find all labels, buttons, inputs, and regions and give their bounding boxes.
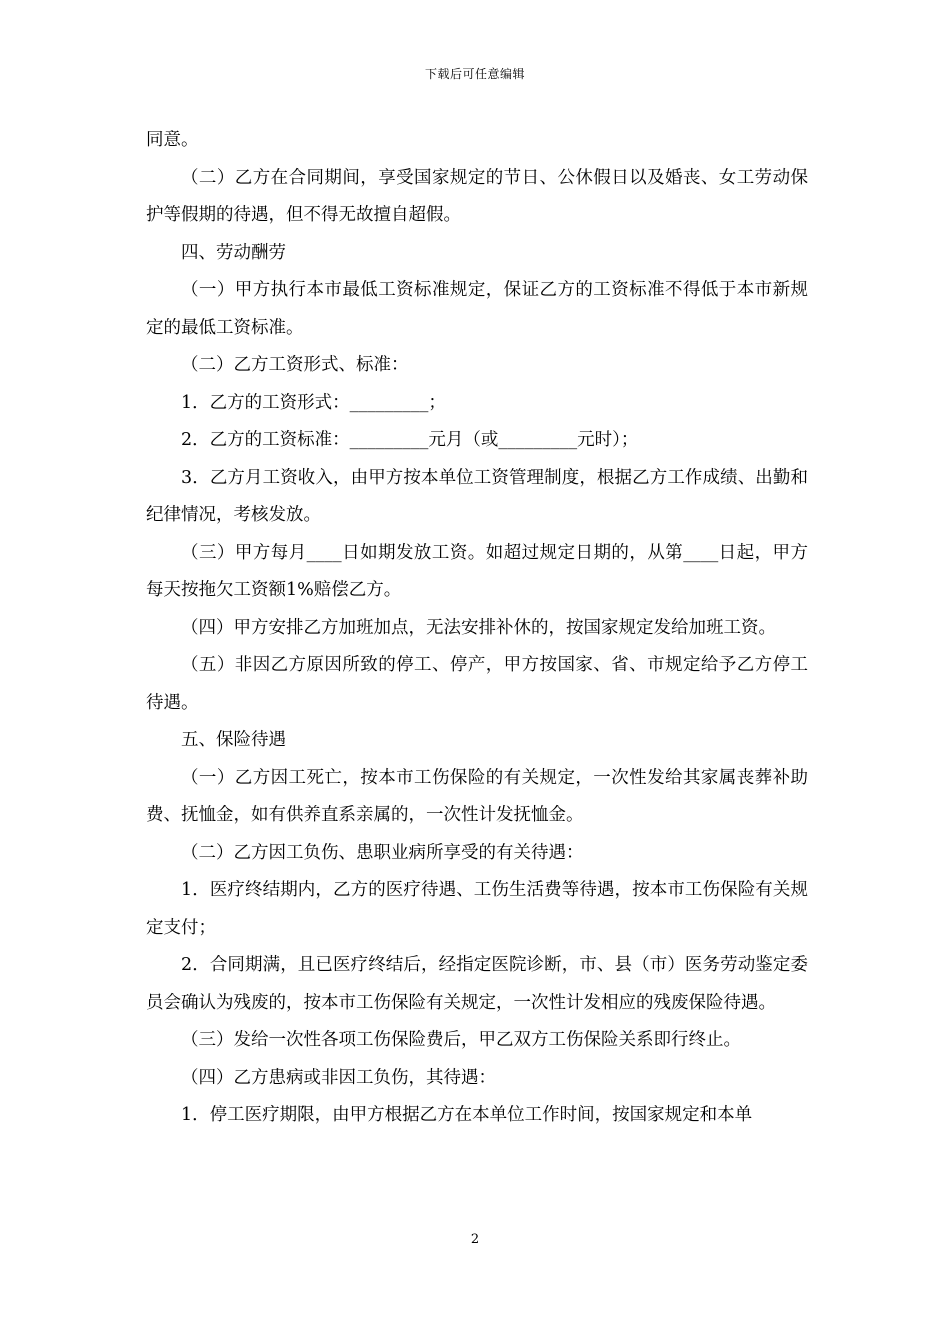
paragraph: （五）非因乙方原因所致的停工、停产，甲方按国家、省、市规定给予乙方停工待遇。	[146, 655, 808, 713]
paragraph: （一）甲方执行本市最低工资标准规定，保证乙方的工资标准不得低于本市新规定的最低工资标准。	[146, 280, 808, 338]
paragraph: 五、保险待遇	[181, 730, 286, 750]
paragraph: 3．乙方月工资收入，由甲方按本单位工资管理制度，根据乙方工作成绩、出勤和纪律情况，考核发放。	[146, 467, 808, 525]
paragraph: （四）乙方患病或非因工负伤，其待遇：	[181, 1067, 496, 1088]
paragraph: 2．乙方的工资标准：_________元月（或_________元时）；	[181, 430, 639, 450]
paragraph: 四、劳动酬劳	[181, 242, 286, 263]
paragraph: （二）乙方因工负伤、患职业病所享受的有关待遇：	[181, 842, 584, 863]
paragraph: （三）发给一次性各项工伤保险费后，甲乙双方工伤保险关系即行终止。	[181, 1030, 741, 1050]
document-body	[146, 122, 808, 1135]
paragraph: 同意。	[146, 130, 199, 150]
paragraph: 2．合同期满，且已医疗终结后，经指定医院诊断，市、县（市）医务劳动鉴定委员会确认为残废的，按本市工伤保险有关规定，一次性计发相应的残废保险待遇。	[146, 955, 808, 1013]
paragraph: （四）甲方安排乙方加班加点，无法安排补休的，按国家规定发给加班工资。	[181, 617, 776, 638]
paragraph: 1．乙方的工资形式：_________；	[181, 392, 446, 413]
paragraph: 1．停工医疗期限，由甲方根据乙方在本单位工作时间，按国家规定和本单	[181, 1105, 753, 1125]
paragraph: 1．医疗终结期内，乙方的医疗待遇、工伤生活费等待遇，按本市工伤保险有关规定支付；	[146, 880, 808, 938]
paragraph: （二）乙方在合同期间，享受国家规定的节日、公休假日以及婚丧、女工劳动保护等假期的待遇，但不得无故擅自超假。	[146, 167, 808, 225]
paragraph: （一）乙方因工死亡，按本市工伤保险的有关规定，一次性发给其家属丧葬补助费、抚恤金，如有供养直系亲属的，一次性计发抚恤金。	[146, 767, 808, 825]
paragraph: （二）乙方工资形式、标准：	[181, 355, 409, 375]
page-header: 下载后可任意编辑	[424, 67, 525, 81]
page-number: 2	[470, 1232, 480, 1247]
paragraph: （三）甲方每月____日如期发放工资。如超过规定日期的，从第____日起，甲方每天按拖欠工资额1%赔偿乙方。	[146, 542, 808, 600]
